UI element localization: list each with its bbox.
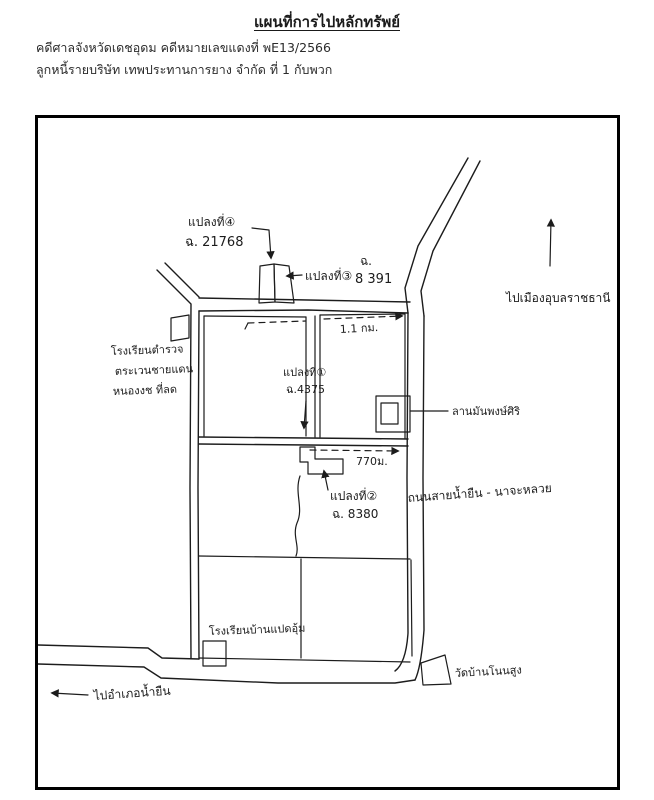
structures [203, 396, 451, 685]
debtor-line: ลูกหนี้รายบริษัท เทพประทานการยาง จำกัด ที่ 1 กับพวก [36, 62, 333, 77]
map-canvas [35, 115, 620, 790]
parcel3-shape [274, 264, 294, 303]
to-namyuen-arrow [52, 693, 88, 695]
parcel1-deed: ฉ.4375 [286, 383, 325, 396]
parcel3-deed-number: 8 391 [355, 272, 393, 287]
page-title: แผนที่การไปหลักทรัพย์ [253, 13, 400, 31]
distance-top-label: 1.1 กม. [339, 321, 379, 336]
road-name-label: ถนนสายน้ำยืน - นาจะหลวย [407, 480, 553, 505]
left-school-line1: โรงเรียนตำรวจ [110, 342, 184, 358]
left-school-line2: ตระเวนชายแดน [114, 362, 194, 378]
temple-shape [421, 655, 451, 685]
parcel3-deed-prefix: ฉ. [360, 254, 372, 268]
parcel1-label: แปลงที่① [283, 366, 327, 379]
parcel3-arrow [287, 275, 302, 276]
parcel2-deed: ฉ. 8380 [332, 507, 379, 521]
hand-drawn-map [38, 118, 617, 787]
left-school-line3: หนองงช ที่ลด [112, 382, 178, 398]
to-ubon-arrow [550, 220, 551, 266]
parcel4-shape [259, 264, 275, 303]
to-namyuen-label: ไปอำเภอน้ำยืน [93, 683, 172, 703]
parcel3-label: แปลงที่③ [305, 269, 353, 283]
temple-label: วัดบ้านโนนสูง [454, 663, 523, 680]
cassava-yard-inner [381, 403, 398, 424]
parcel2-label: แปลงที่② [330, 489, 378, 503]
distance-mid-label: 770ม. [356, 455, 388, 468]
case-number-line: คดีศาลจังหวัดเดชอุดม คดีหมายเลขแดงที่ พE13/2566 [36, 40, 331, 55]
parcel4-label: แปลงที่④ [188, 215, 236, 229]
parcel4-arrow [252, 228, 271, 258]
cassava-yard-label: ลานมันพงษ์ศิริ [452, 405, 520, 418]
school-bottom-label: โรงเรียนบ้านแปดอุ้ม [208, 621, 306, 638]
parcel4-deed: ฉ. 21768 [185, 235, 244, 250]
to-ubon-label: ไปเมืองอุบลราชธานี [506, 291, 611, 305]
school-square [203, 641, 226, 666]
roads [38, 158, 480, 683]
bend-plot-outline [171, 315, 189, 341]
parcel2-structure [300, 447, 343, 474]
map-labels [92, 213, 610, 703]
